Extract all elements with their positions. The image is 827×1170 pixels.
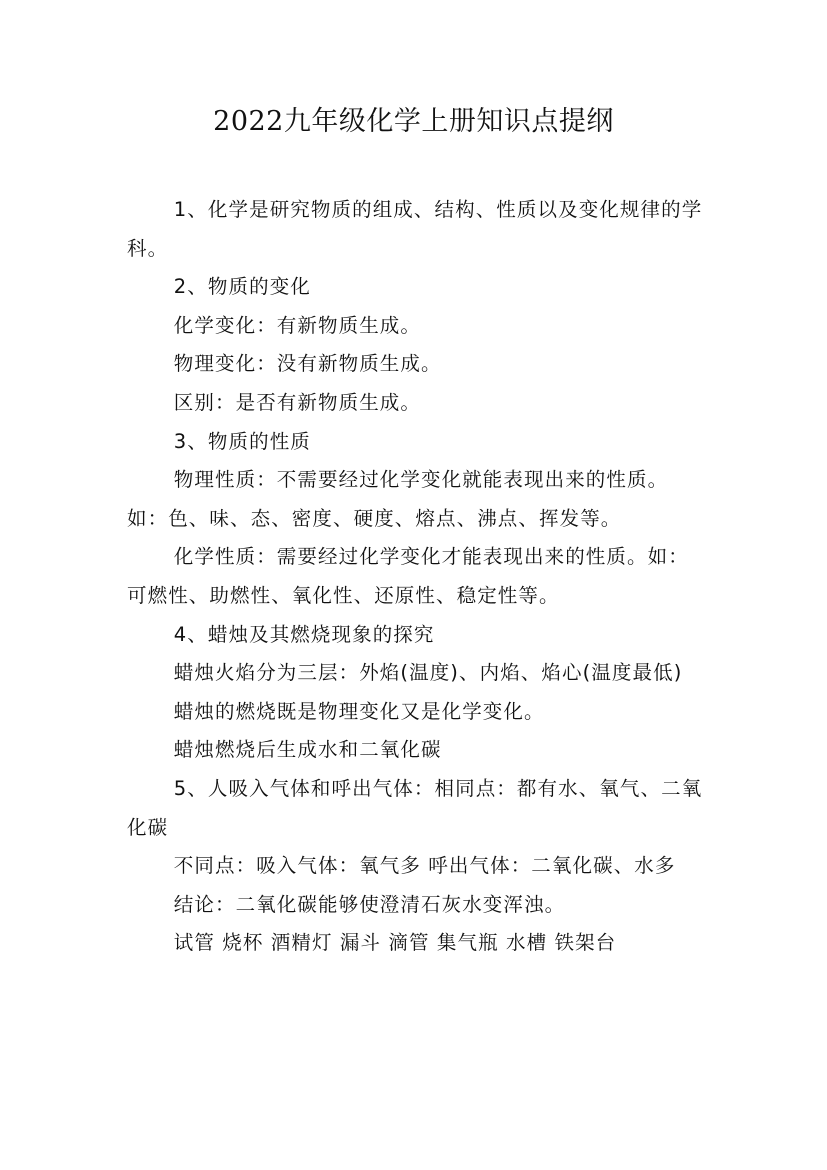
paragraph-conclusion: 结论：二氧化碳能够使澄清石灰水变浑浊。: [173, 892, 566, 916]
paragraph-lab-equipment: 试管 烧杯 酒精灯 漏斗 滴管 集气瓶 水槽 铁架台: [173, 931, 617, 955]
document-body: [127, 191, 707, 963]
paragraph-definition: 1、化学是研究物质的组成、结构、性质以及变化规律的学科。: [127, 198, 703, 260]
paragraph-physical-property: 物理性质：不需要经过化学变化就能表现出来的性质。如：色、味、态、密度、硬度、熔点、沸点、挥发等。: [127, 468, 669, 530]
paragraph-chemical-change: 化学变化：有新物质生成。: [173, 313, 421, 337]
paragraph-chemical-property: 化学性质：需要经过化学变化才能表现出来的性质。如：可燃性、助燃性、氧化性、还原性、稳定性等。: [127, 545, 689, 607]
heading-change-of-matter: 2、物质的变化: [173, 275, 311, 299]
paragraph-candle-burning: 蜡烛的燃烧既是物理变化又是化学变化。: [173, 699, 545, 723]
heading-breath-gases: 5、人吸入气体和呼出气体：相同点：都有水、氧气、二氧化碳: [127, 776, 703, 839]
paragraph-candle-products: 蜡烛燃烧后生成水和二氧化碳: [173, 738, 442, 762]
paragraph-physical-change: 物理变化：没有新物质生成。: [173, 352, 442, 376]
paragraph-difference: 区别：是否有新物质生成。: [173, 390, 421, 414]
heading-properties-of-matter: 3、物质的性质: [173, 429, 311, 453]
paragraph-flame-layers: 蜡烛火焰分为三层：外焰(温度)、内焰、焰心(温度最低): [173, 661, 683, 685]
document-title: 2022九年级化学上册知识点提纲: [213, 106, 614, 137]
paragraph-gas-differences: 不同点：吸入气体：氧气多 呼出气体：二氧化碳、水多: [173, 854, 676, 878]
heading-candle-experiment: 4、蜡烛及其燃烧现象的探究: [173, 622, 435, 646]
